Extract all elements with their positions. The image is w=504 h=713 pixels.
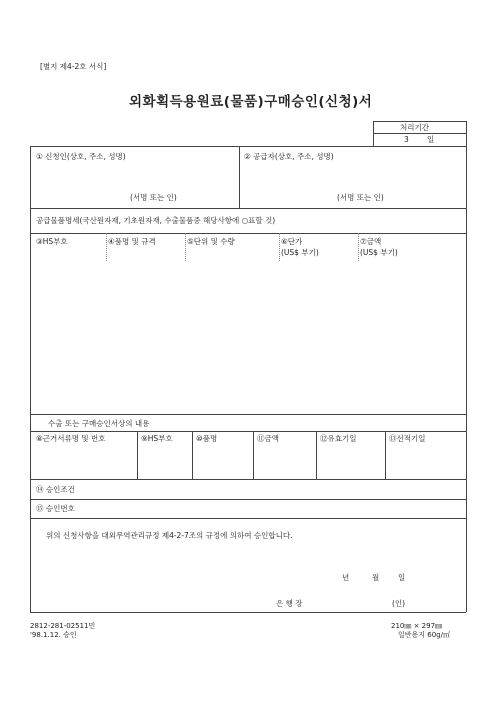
applicant-sign: (서명 또는 인) <box>130 193 177 202</box>
goods-note: 공급물품명세(국산원자재, 기초원자재, 수출물품중 해당사항에 ○표할 것) <box>36 216 276 225</box>
export-entry-area[interactable] <box>32 446 464 477</box>
goods-col-amount: ⑦금액 <box>360 237 382 246</box>
goods-col-amount-sub: (US$ 부기) <box>360 248 398 257</box>
footer-code: 2812-281-02511민 <box>30 622 96 630</box>
processing-period-label: 처리기간 <box>400 123 429 132</box>
export-note: 수출 또는 구매승인서상의 내용 <box>48 419 150 428</box>
approval-condition-label: ⑭ 승인조건 <box>36 485 75 494</box>
goods-col-unit-qty: ⑤단위 및 수량 <box>187 237 235 246</box>
export-col-amount: ⑪금액 <box>257 434 279 443</box>
goods-col-hs-code: ③HS부호 <box>36 237 68 246</box>
supplier-sign: (서명 또는 인) <box>337 193 384 202</box>
supplier-label: ② 공급자(상호, 주소, 성명) <box>244 152 334 161</box>
approval-number-label: ⑮ 승인번호 <box>36 504 75 513</box>
export-col-document: ⑧근거서류명 및 번호 <box>36 434 106 443</box>
goods-col-unit-price: ⑥단가 <box>281 237 303 246</box>
goods-entry-area[interactable] <box>32 262 464 410</box>
export-col-item: ⑩품명 <box>196 434 218 443</box>
supplier-field[interactable] <box>243 164 461 190</box>
export-col-hs-code: ⑨HS부호 <box>141 434 173 443</box>
footer-approved: '98.1.12. 승인 <box>30 631 77 639</box>
footer-size: 210㎜ × 297㎜ <box>391 622 443 630</box>
processing-days-unit: 일 <box>427 135 435 144</box>
export-col-shipping-date: ⑬선적기일 <box>389 434 426 443</box>
date-month: 월 <box>372 573 380 582</box>
date-year: 년 <box>342 573 350 582</box>
goods-col-unit-price-sub: (US$ 부기) <box>281 248 319 257</box>
approval-statement: 위의 신청사항을 대외무역관리규정 제4-2-7조의 규정에 의하여 승인합니다. <box>46 531 293 540</box>
date-day: 일 <box>398 573 406 582</box>
applicant-label: ① 신청인(상호, 주소, 성명) <box>36 152 126 161</box>
export-col-valid-date: ⑫유효기일 <box>320 434 357 443</box>
form-title: 외화획득용원료(물품)구매승인(신청)서 <box>129 94 373 110</box>
bank-seal: (인) <box>392 599 406 608</box>
goods-col-item-spec: ④품명 및 규격 <box>108 237 156 246</box>
bank-label: 은 행 장 <box>276 599 303 608</box>
form-number: [별지 제4-2호 서식] <box>40 62 107 71</box>
applicant-field[interactable] <box>34 164 234 190</box>
footer-paper: 일반용지 60g/㎡ <box>398 631 450 639</box>
processing-days: 3 <box>404 135 409 144</box>
